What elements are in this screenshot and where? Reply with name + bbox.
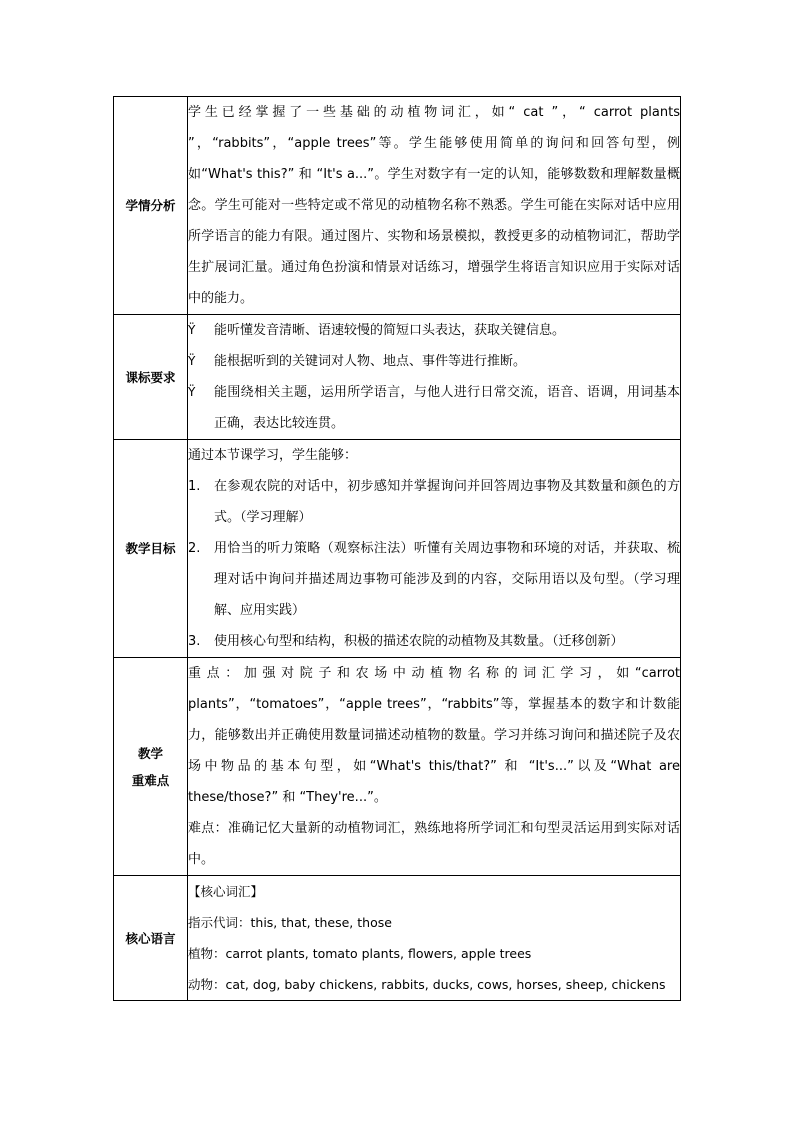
objective-text: 使用核心句型和结构，积极的描述农院的动植物及其数量。（迁移创新）	[214, 634, 624, 649]
content-key-difficult-points	[188, 658, 681, 876]
label-curriculum-standards: 课标要求	[114, 315, 188, 440]
key-point-text: 重点：加强对院子和农场中动植物名称的词汇学习，如“carrot plants”，“tomatoes”，“apple trees”，“rabbits”等，掌握基本的数字和计数能力，能够数出并正确使用数量词描述动植物的数量。学习并练习询问和描述院子及农场中物品的基本句型，如“What's this/that?” 和 “It's...”以及“What are these/those?” 和 “They're...”。	[188, 666, 680, 805]
row-teaching-objectives	[114, 440, 681, 658]
label-teaching-objectives: 教学目标	[114, 440, 188, 658]
vocab-line: 指示代词：this, that, these, those	[188, 915, 392, 930]
label-line: 教学	[137, 745, 163, 761]
label-key-difficult-points	[114, 658, 188, 876]
row-key-difficult-points	[114, 658, 681, 876]
objective-number: 1.	[188, 479, 201, 494]
vocab-line: 动物：cat, dog, baby chickens, rabbits, ducks, cows, horses, sheep, chickens	[188, 977, 666, 992]
label-student-analysis: 学情分析	[114, 97, 188, 315]
bullet-icon: Ÿ	[188, 354, 196, 368]
standard-item	[188, 377, 680, 439]
row-student-analysis	[114, 97, 681, 315]
core-vocab-heading: 【核心词汇】	[188, 884, 264, 899]
objectives-intro: 通过本节课学习，学生能够：	[188, 448, 358, 463]
lesson-plan-table	[113, 96, 681, 1001]
content-teaching-objectives	[188, 440, 681, 658]
bullet-icon: Ÿ	[188, 323, 196, 337]
objective-number: 3.	[188, 634, 201, 649]
standard-item-text: 能围绕相关主题，运用所学语言，与他人进行日常交流，语音、语调，用词基本正确，表达比较连贯。	[214, 385, 680, 431]
objective-item	[188, 533, 680, 626]
objective-item	[188, 626, 680, 657]
content-curriculum-standards	[188, 315, 681, 440]
content-core-language	[188, 876, 681, 1001]
row-curriculum-standards	[114, 315, 681, 440]
vocab-line: 植物：carrot plants, tomato plants, flowers, apple trees	[188, 946, 532, 961]
standard-item-text: 能听懂发音清晰、语速较慢的简短口头表达，获取关键信息。	[214, 323, 566, 338]
label-core-language: 核心语言	[114, 876, 188, 1001]
content-student-analysis	[188, 97, 681, 315]
row-core-language	[114, 876, 681, 1001]
standard-item	[188, 315, 680, 346]
objective-text: 用恰当的听力策略（观察标注法）听懂有关周边事物和环境的对话，并获取、梳理对话中询问并描述周边事物可能涉及到的内容，交际用语以及句型。（学习理解、应用实践）	[214, 541, 680, 618]
objective-text: 在参观农院的对话中，初步感知并掌握询问并回答周边事物及其数量和颜色的方式。（学习理解）	[214, 479, 680, 525]
objective-number: 2.	[188, 541, 201, 556]
objective-item	[188, 471, 680, 533]
label-line: 重难点	[131, 772, 170, 788]
student-analysis-text: 学生已经掌握了一些基础的动植物词汇，如“ cat ”，“ carrot plants ”，“rabbits”，“apple trees”等。学生能够使用简单的询问和回答句型，例如“What's this?” 和 “It's a...”。学生对数字有一定的认知，能够数数和理解数量概念。学生可能对一些特定或不常见的动植物名称不熟悉。学生可能在实际对话中应用所学语言的能力有限。通过图片、实物和场景模拟，教授更多的动植物词汇，帮助学生扩展词汇量。通过角色扮演和情景对话练习，增强学生将语言知识应用于实际对话中的能力。	[188, 105, 680, 306]
bullet-icon: Ÿ	[188, 385, 196, 399]
standard-item-text: 能根据听到的关键词对人物、地点、事件等进行推断。	[214, 354, 527, 369]
standard-item	[188, 346, 680, 377]
difficult-point-text: 难点：准确记忆大量新的动植物词汇，熟练地将所学词汇和句型灵活运用到实际对话中。	[188, 821, 680, 867]
